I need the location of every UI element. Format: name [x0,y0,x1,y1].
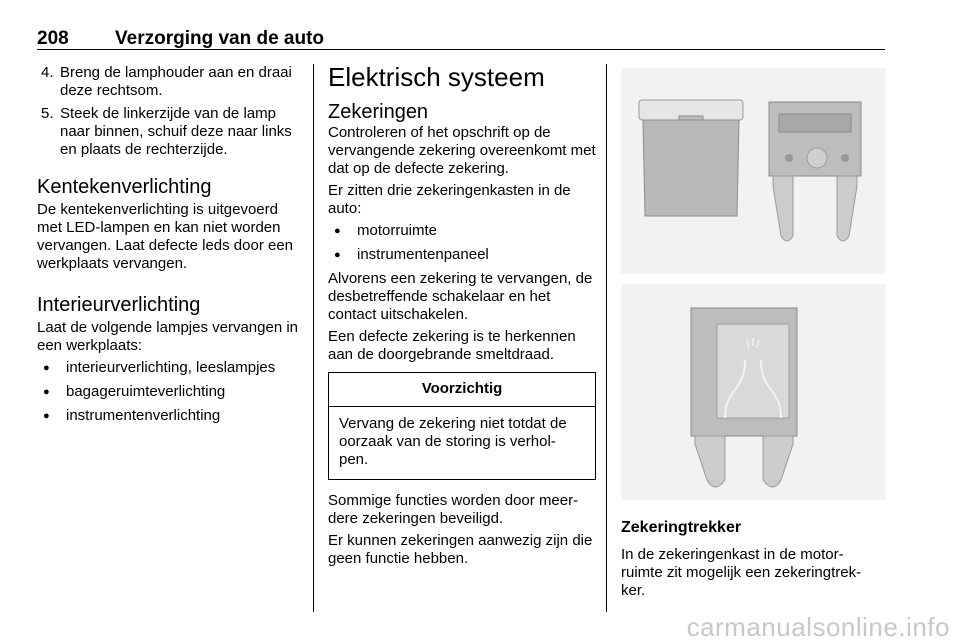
fuse-side-views-icon [621,68,885,274]
page-header [37,26,885,50]
list-item: ● motorruimte [328,222,596,240]
column-left [37,64,301,431]
fuse-illustration-bottom [621,284,885,500]
column-right-text [621,518,889,604]
list-item: ● bagageruimteverlichting [37,383,301,401]
list-item: ● interieurverlichting, leeslampjes [37,359,301,377]
blown-fuse-icon [621,284,885,500]
caution-body: Vervang de zekering niet totdat de oorzaak van de storing is verhol- pen. [339,415,567,468]
paragraph: Sommige functies worden door meer- dere zekeringen beveiligd. [328,492,579,527]
watermark: carmanualsonline.info [686,612,950,642]
step-item: 5. Steek de linkerzijde van de lamp naar binnen, schuif deze naar links en plaats de rechterzijde. [41,105,292,158]
kenteken-heading: Kentekenverlichting [37,176,212,198]
kenteken-body: De kentekenverlichting is uitgevoerd met LED-lampen en kan niet worden vervangen. Laat defecte leds door een werkplaats vervangen. [37,201,294,272]
column-middle [328,62,596,572]
page-title: Verzorging van de auto [115,28,325,49]
zekeringtrekker-heading: Zekeringtrekker [621,519,742,536]
paragraph: Er zitten drie zekeringenkasten in de auto: [328,182,571,217]
step-list [37,64,301,159]
caution-heading: Voorzichtig [329,373,595,407]
interieur-heading: Interieurverlichting [37,294,201,316]
fuse-illustration-top [621,68,885,274]
page-number: 208 [37,28,69,49]
interieur-body: Laat de volgende lampjes vervangen in een werkplaats: [37,319,299,354]
fusebox-list [328,222,596,264]
column-divider-right [606,64,607,612]
subsection-title: Zekeringen [328,101,429,123]
paragraph: Een defecte zekering is te herkennen aan de doorgebrande smeltdraad. [328,328,576,363]
list-item: ● instrumentenpaneel [328,246,596,264]
paragraph: Alvorens een zekering te vervangen, de desbetreffende schakelaar en het contact uitschakelen. [328,270,593,323]
paragraph: Controleren of het opschrift op de vervangende zekering overeenkomt met dat op de defecte zekering. [328,124,596,177]
zekeringtrekker-body: In de zekeringenkast in de motor- ruimte zit mogelijk een zekeringtrek- ker. [621,546,862,599]
list-item: ● instrumentenverlichting [37,407,301,425]
interieur-list [37,359,301,425]
step-item: 4. Breng de lamphouder aan en draai deze rechtsom. [41,64,292,99]
section-title: Elektrisch systeem [328,62,545,92]
column-divider-left [313,64,314,612]
paragraph: Er kunnen zekeringen aanwezig zijn die geen functie hebben. [328,532,593,567]
caution-box [328,372,596,480]
